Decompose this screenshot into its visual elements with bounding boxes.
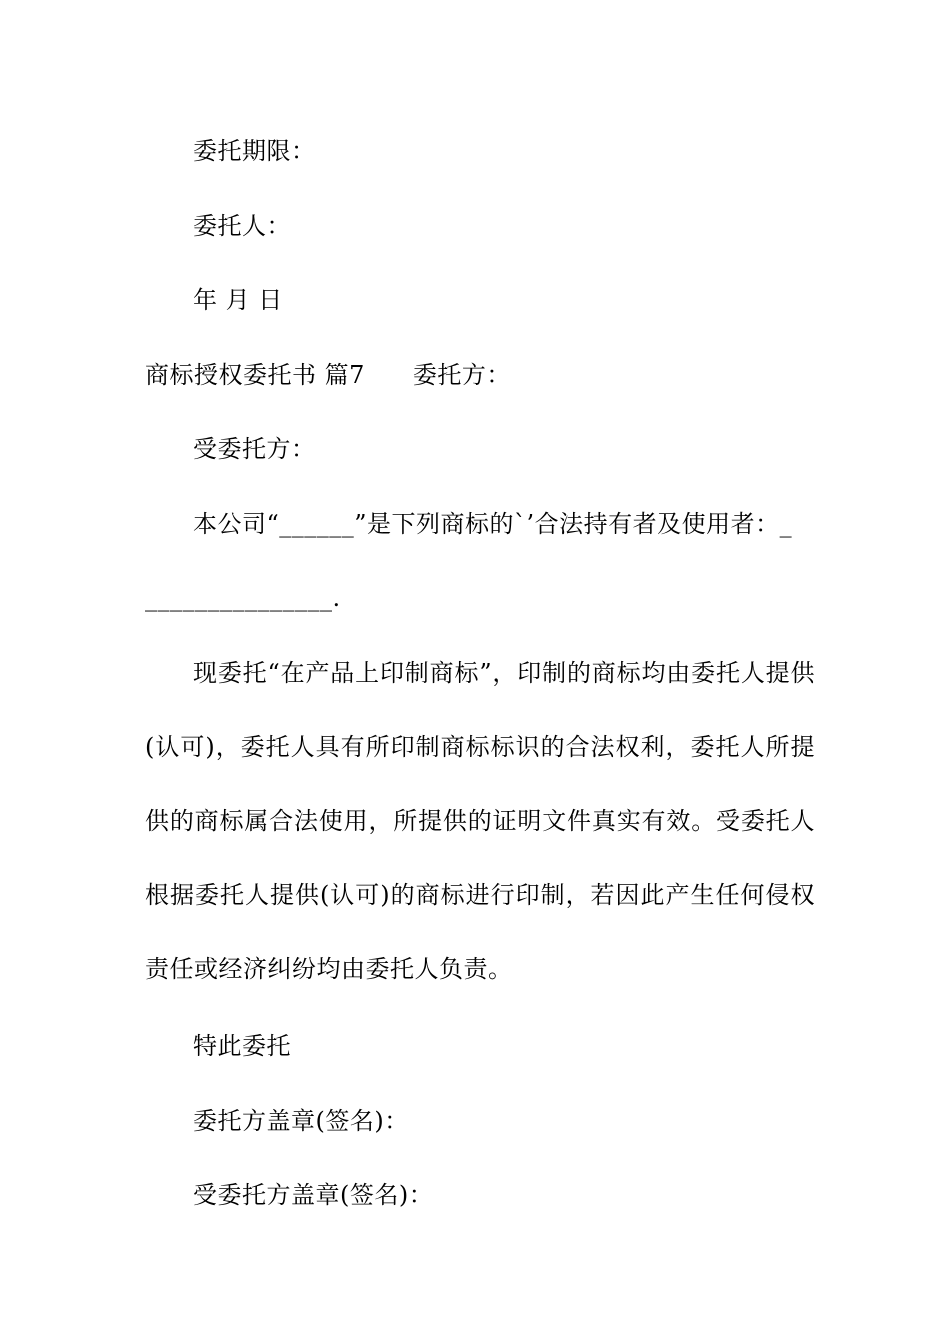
heading-row [145,360,511,390]
party-a-label: 委托方： [412,361,511,389]
hereby-line: 特此委托 [193,1032,291,1060]
body-paragraph: 现委托“在产品上印制商标”，印制的商标均由委托人提供(认可)，委托人具有所印制商标标识的合法权利，委托人所提供的商标属合法使用，所提供的证明文件真实有效。受委托人根据委托人提供(认可)的商标进行印制，若因此产生任何侵权责任或经济纠纷均由委托人负责。 [145,659,815,983]
seal-b-line: 受委托方盖章(签名)： [193,1181,434,1209]
principal-line: 委托人： [193,212,291,240]
statement-line-1: 本公司“______”是下列商标的`’合法持有者及使用者：_ [193,510,793,538]
seal-a-line: 委托方盖章(签名)： [193,1107,409,1135]
statement-line-2: _______________. [145,584,341,612]
party-b-line: 受委托方： [193,435,316,463]
date-line: 年 月 日 [193,286,283,314]
section-heading: 商标授权委托书 篇7 [145,361,365,389]
term-line: 委托期限： [193,137,316,165]
